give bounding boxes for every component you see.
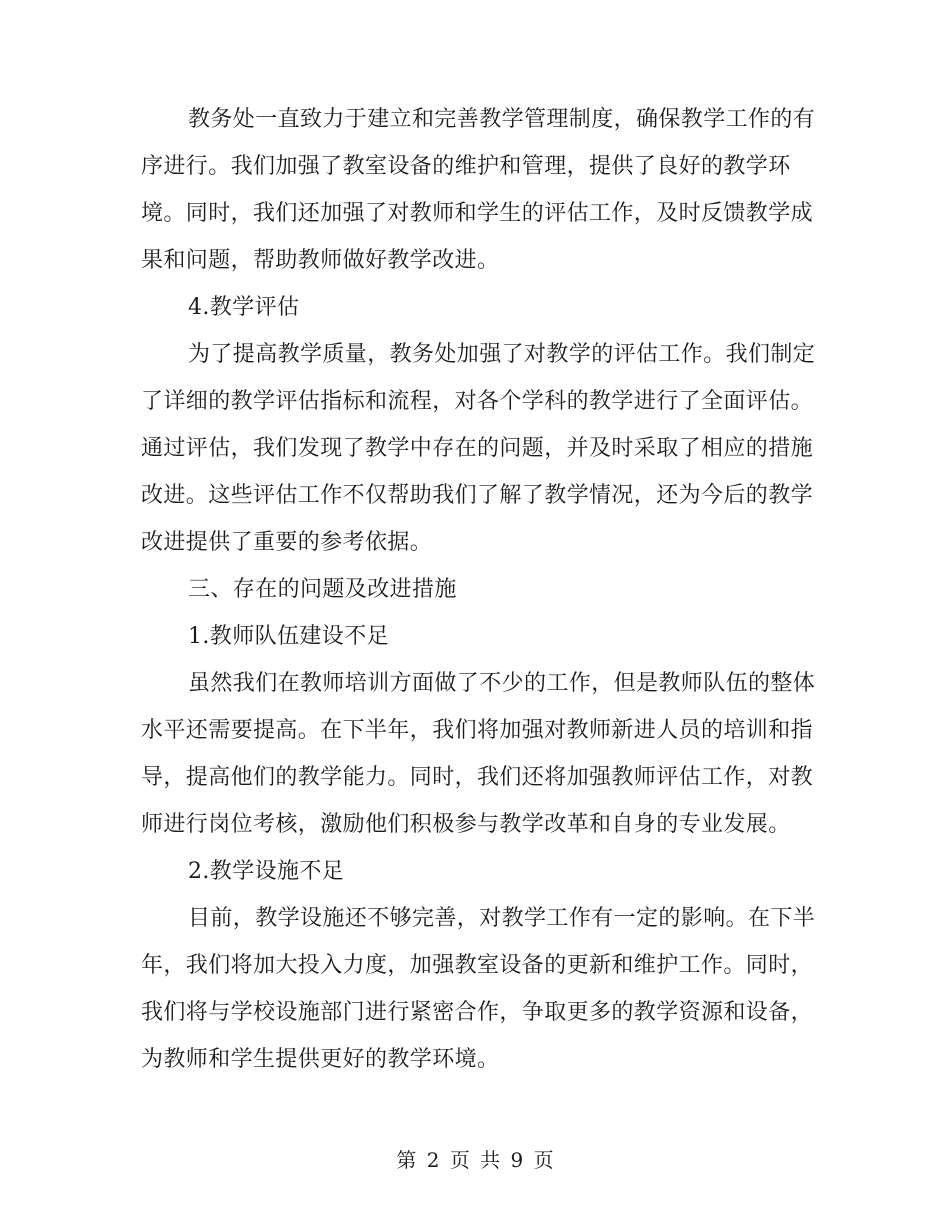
- paragraph-line: 境。同时，我们还加强了对教师和学生的评估工作，及时反馈教学成: [141, 201, 814, 226]
- paragraph-line: 改进提供了重要的参考依据。: [141, 530, 433, 555]
- section-heading: 2.教学设施不足: [188, 859, 345, 884]
- paragraph-line: 序进行。我们加强了教室设备的维护和管理，提供了良好的教学环: [141, 154, 791, 179]
- paragraph-line: 年，我们将加大投入力度，加强教室设备的更新和维护工作。同时，: [141, 953, 814, 978]
- paragraph-line: 为了提高教学质量，教务处加强了对教学的评估工作。我们制定: [188, 342, 816, 367]
- paragraph-line: 教务处一直致力于建立和完善教学管理制度，确保教学工作的有: [188, 107, 816, 132]
- page-number-label: 第 2 页 共 9 页: [396, 1148, 554, 1172]
- paragraph-line: 虽然我们在教师培训方面做了不少的工作，但是教师队伍的整体: [188, 671, 816, 696]
- page-footer: [0, 1146, 950, 1174]
- paragraph-line: 水平还需要提高。在下半年，我们将加强对教师新进人员的培训和指: [141, 718, 814, 743]
- paragraph-line: 了详细的教学评估指标和流程，对各个学科的教学进行了全面评估。: [141, 389, 814, 414]
- paragraph-line: 改进。这些评估工作不仅帮助我们了解了教学情况，还为今后的教学: [141, 483, 814, 508]
- paragraph-line: 师进行岗位考核，激励他们积极参与教学改革和自身的专业发展。: [141, 812, 791, 837]
- paragraph-line: 目前，教学设施还不够完善，对教学工作有一定的影响。在下半: [188, 906, 816, 931]
- section-heading: 1.教师队伍建设不足: [188, 624, 389, 649]
- paragraph-line: 导，提高他们的教学能力。同时，我们还将加强教师评估工作，对教: [141, 765, 814, 790]
- paragraph-line: 通过评估，我们发现了教学中存在的问题，并及时采取了相应的措施: [141, 436, 814, 461]
- section-heading: 三、存在的问题及改进措施: [188, 577, 457, 602]
- document-page: [141, 96, 816, 1083]
- paragraph-line: 果和问题，帮助教师做好教学改进。: [141, 248, 500, 273]
- paragraph-line: 为教师和学生提供更好的教学环境。: [141, 1047, 500, 1072]
- section-heading: 4.教学评估: [188, 295, 300, 320]
- paragraph-line: 我们将与学校设施部门进行紧密合作，争取更多的教学资源和设备，: [141, 1000, 814, 1025]
